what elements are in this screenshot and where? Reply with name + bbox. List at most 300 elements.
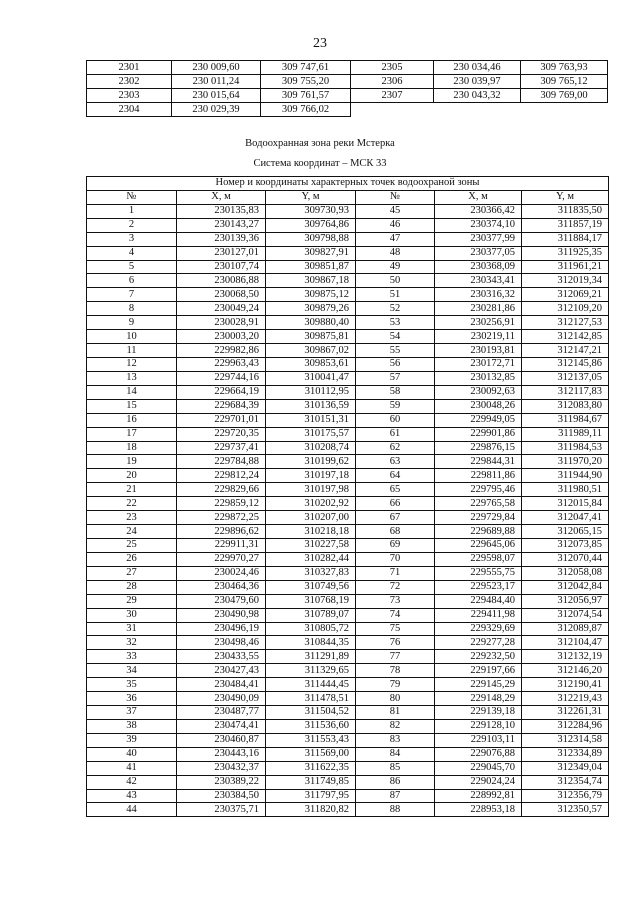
- table-cell: 43: [87, 789, 177, 803]
- table-cell: 11: [87, 344, 177, 358]
- table-cell: 45: [356, 204, 435, 218]
- table-cell: 19: [87, 455, 177, 469]
- table-cell: 311984,67: [522, 413, 609, 427]
- table-cell: 230048,26: [435, 399, 522, 413]
- table-cell: 26: [87, 552, 177, 566]
- table-cell: 58: [356, 385, 435, 399]
- table-cell: 309851,87: [266, 260, 356, 274]
- table-cell: 84: [356, 747, 435, 761]
- table-cell: 9: [87, 316, 177, 330]
- table-cell: 230 043,32: [434, 89, 521, 103]
- table-cell: 230427,43: [177, 664, 266, 678]
- table-cell: 311749,85: [266, 775, 356, 789]
- table-cell: 312058,08: [522, 566, 609, 580]
- table-cell: 229859,12: [177, 497, 266, 511]
- table-cell: 311980,51: [522, 483, 609, 497]
- table-cell: 311884,17: [522, 232, 609, 246]
- col-header-number-right: №: [356, 190, 435, 204]
- table-cell: 309853,61: [266, 357, 356, 371]
- table-row: [87, 469, 609, 483]
- table-row: [87, 789, 609, 803]
- table-cell: 312089,87: [522, 622, 609, 636]
- table-cell: 229949,05: [435, 413, 522, 427]
- table-cell: 229598,07: [435, 552, 522, 566]
- table-cell: 310041,47: [266, 371, 356, 385]
- table-row: [87, 399, 609, 413]
- table-cell: 15: [87, 399, 177, 413]
- table-row: [87, 204, 609, 218]
- table-row: [87, 330, 609, 344]
- table-cell: 230024,46: [177, 566, 266, 580]
- table-cell: 312070,44: [522, 552, 609, 566]
- table-row: [87, 413, 609, 427]
- table-cell: 311925,35: [522, 246, 609, 260]
- table-cell: 230107,74: [177, 260, 266, 274]
- table-cell: 63: [356, 455, 435, 469]
- table-cell: 29: [87, 594, 177, 608]
- table-cell: 54: [356, 330, 435, 344]
- table-cell: 312132,19: [522, 650, 609, 664]
- table-row: [87, 344, 609, 358]
- table-cell: 52: [356, 302, 435, 316]
- table-row: [87, 706, 609, 720]
- table-cell: 13: [87, 371, 177, 385]
- table-cell: 312074,54: [522, 608, 609, 622]
- table-cell: 229103,11: [435, 733, 522, 747]
- table-cell: 310218,18: [266, 525, 356, 539]
- table-cell: 78: [356, 664, 435, 678]
- table-cell: 230375,71: [177, 803, 266, 817]
- table-cell: 229737,41: [177, 441, 266, 455]
- table-cell: 312019,34: [522, 274, 609, 288]
- table-cell: 56: [356, 357, 435, 371]
- table-cell: 229329,69: [435, 622, 522, 636]
- table-cell: 229970,27: [177, 552, 266, 566]
- table-row: [87, 719, 609, 733]
- table-cell: 42: [87, 775, 177, 789]
- col-header-x-left: X, м: [177, 190, 266, 204]
- continued-coordinates-table: [86, 60, 608, 117]
- table-cell: 230092,63: [435, 385, 522, 399]
- coordinate-system-label: Система координат – МСК 33: [253, 158, 387, 169]
- table-cell: 312284,96: [522, 719, 609, 733]
- table-cell: 309 747,61: [261, 61, 351, 75]
- table-cell: 230432,37: [177, 761, 266, 775]
- col-header-x-right: X, м: [435, 190, 522, 204]
- table-cell: 86: [356, 775, 435, 789]
- table-cell: 311989,11: [522, 427, 609, 441]
- table-cell: 229128,10: [435, 719, 522, 733]
- table-cell: 312145,86: [522, 357, 609, 371]
- table-cell: 309867,18: [266, 274, 356, 288]
- table-cell: 229684,39: [177, 399, 266, 413]
- table-row: [87, 61, 608, 75]
- table-cell: 229484,40: [435, 594, 522, 608]
- table-cell: 230 039,97: [434, 75, 521, 89]
- table-cell: 310208,74: [266, 441, 356, 455]
- table-cell: 10: [87, 330, 177, 344]
- table-header-row: [87, 190, 609, 204]
- table-cell: 312042,84: [522, 580, 609, 594]
- table-cell: 18: [87, 441, 177, 455]
- table-row: [87, 594, 609, 608]
- table-cell: 229664,19: [177, 385, 266, 399]
- table-cell: 230316,32: [435, 288, 522, 302]
- table-cell: 309 766,02: [261, 103, 351, 117]
- page-number: 23: [313, 36, 327, 51]
- table-cell: 311291,89: [266, 650, 356, 664]
- table-cell: 229523,17: [435, 580, 522, 594]
- table-cell: 49: [356, 260, 435, 274]
- table-cell: 310789,07: [266, 608, 356, 622]
- water-protection-zone-table: [86, 176, 609, 817]
- table-row: [87, 664, 609, 678]
- table-cell: 69: [356, 538, 435, 552]
- table-cell: 312354,74: [522, 775, 609, 789]
- table-cell: 6: [87, 274, 177, 288]
- table-row: [87, 246, 609, 260]
- table-cell: 230 015,64: [172, 89, 261, 103]
- table-cell: 1: [87, 204, 177, 218]
- table-cell: 230374,10: [435, 218, 522, 232]
- table-cell: 230193,81: [435, 344, 522, 358]
- col-header-y-right: Y, м: [522, 190, 609, 204]
- table-cell: 230484,41: [177, 678, 266, 692]
- table-cell: 7: [87, 288, 177, 302]
- table-cell: 33: [87, 650, 177, 664]
- table-cell: 41: [87, 761, 177, 775]
- table-cell: 230127,01: [177, 246, 266, 260]
- table-cell: 30: [87, 608, 177, 622]
- table-cell: 2306: [351, 75, 434, 89]
- table-cell: 311553,43: [266, 733, 356, 747]
- table-cell: 230135,83: [177, 204, 266, 218]
- table-cell: 72: [356, 580, 435, 594]
- table-row: [87, 761, 609, 775]
- table-cell: 230219,11: [435, 330, 522, 344]
- table-cell: 309867,02: [266, 344, 356, 358]
- table-cell: 312349,04: [522, 761, 609, 775]
- table-cell: 73: [356, 594, 435, 608]
- table-row: [87, 552, 609, 566]
- table-cell: 229872,25: [177, 511, 266, 525]
- table-cell: 65: [356, 483, 435, 497]
- table-cell: 230377,99: [435, 232, 522, 246]
- table-cell: 229139,18: [435, 706, 522, 720]
- table-cell: 310749,56: [266, 580, 356, 594]
- table-cell: 312015,84: [522, 497, 609, 511]
- table-cell: 309 761,57: [261, 89, 351, 103]
- table-cell: 312190,41: [522, 678, 609, 692]
- table-cell: 229963,43: [177, 357, 266, 371]
- table-cell: 229901,86: [435, 427, 522, 441]
- table-cell: 230496,19: [177, 622, 266, 636]
- table-cell: 34: [87, 664, 177, 678]
- table-cell: 229689,88: [435, 525, 522, 539]
- table-cell: 23: [87, 511, 177, 525]
- table-cell: 70: [356, 552, 435, 566]
- table-cell: 2302: [87, 75, 172, 89]
- table-cell: 229701,01: [177, 413, 266, 427]
- table-cell: 229720,35: [177, 427, 266, 441]
- table-cell: 230343,41: [435, 274, 522, 288]
- table-cell: 229148,29: [435, 692, 522, 706]
- table-cell: 230460,87: [177, 733, 266, 747]
- table-cell: 312127,53: [522, 316, 609, 330]
- table-cell: 76: [356, 636, 435, 650]
- table-cell: 230487,77: [177, 706, 266, 720]
- table-cell: 229844,31: [435, 455, 522, 469]
- table-row: [87, 75, 608, 89]
- table-cell: 229811,86: [435, 469, 522, 483]
- table-cell: 311857,19: [522, 218, 609, 232]
- table-cell: 5: [87, 260, 177, 274]
- table-cell: 60: [356, 413, 435, 427]
- table-cell: 230003,20: [177, 330, 266, 344]
- table-cell: 309798,88: [266, 232, 356, 246]
- table-cell: 312137,05: [522, 371, 609, 385]
- table-cell: 310207,00: [266, 511, 356, 525]
- table-cell: 47: [356, 232, 435, 246]
- table-row: [87, 455, 609, 469]
- table-cell: 309764,86: [266, 218, 356, 232]
- table-cell: 2: [87, 218, 177, 232]
- table-cell: 229982,86: [177, 344, 266, 358]
- table-cell: 39: [87, 733, 177, 747]
- table-row: [87, 385, 609, 399]
- table-cell: 312069,21: [522, 288, 609, 302]
- table-cell: 309 769,00: [521, 89, 608, 103]
- table-cell: 309827,91: [266, 246, 356, 260]
- table-cell: 229876,15: [435, 441, 522, 455]
- table-cell: 230498,46: [177, 636, 266, 650]
- table-row: [87, 566, 609, 580]
- table-cell: 230068,50: [177, 288, 266, 302]
- table-cell: 79: [356, 678, 435, 692]
- table-cell: 310282,44: [266, 552, 356, 566]
- table-cell: 229555,75: [435, 566, 522, 580]
- table-cell: 311944,90: [522, 469, 609, 483]
- table-cell: 229145,29: [435, 678, 522, 692]
- table-row: [87, 803, 609, 817]
- table-cell: 229812,24: [177, 469, 266, 483]
- table-row: [87, 580, 609, 594]
- table-cell: 310202,92: [266, 497, 356, 511]
- table-cell: 229232,50: [435, 650, 522, 664]
- table-cell: 309 763,93: [521, 61, 608, 75]
- table-row: [87, 232, 609, 246]
- table-cell: 310112,95: [266, 385, 356, 399]
- table-cell: 35: [87, 678, 177, 692]
- table-cell: 38: [87, 719, 177, 733]
- table-cell: [434, 103, 521, 117]
- table-cell: 311444,45: [266, 678, 356, 692]
- table-cell: 27: [87, 566, 177, 580]
- table-cell: 14: [87, 385, 177, 399]
- table-cell: 310844,35: [266, 636, 356, 650]
- table-cell: 228953,18: [435, 803, 522, 817]
- table-cell: 311536,60: [266, 719, 356, 733]
- table-cell: 311797,95: [266, 789, 356, 803]
- table-row: [87, 747, 609, 761]
- table-cell: 16: [87, 413, 177, 427]
- table-cell: 230172,71: [435, 357, 522, 371]
- table-cell: 57: [356, 371, 435, 385]
- table-cell: 229829,66: [177, 483, 266, 497]
- table-cell: 312083,80: [522, 399, 609, 413]
- table-row: [87, 89, 608, 103]
- table-cell: 311984,53: [522, 441, 609, 455]
- table-cell: 311961,21: [522, 260, 609, 274]
- table-cell: 83: [356, 733, 435, 747]
- table-cell: 230377,05: [435, 246, 522, 260]
- table-row: [87, 497, 609, 511]
- table-cell: 230464,36: [177, 580, 266, 594]
- table-cell: 310805,72: [266, 622, 356, 636]
- table-cell: 312142,85: [522, 330, 609, 344]
- table-cell: 312219,43: [522, 692, 609, 706]
- table-cell: 4: [87, 246, 177, 260]
- table-row: [87, 775, 609, 789]
- table-cell: [351, 103, 434, 117]
- table-cell: 310151,31: [266, 413, 356, 427]
- table-cell: 68: [356, 525, 435, 539]
- table-cell: 230 009,60: [172, 61, 261, 75]
- table-cell: 12: [87, 357, 177, 371]
- table-cell: 20: [87, 469, 177, 483]
- table-cell: 2303: [87, 89, 172, 103]
- table-cell: 309875,81: [266, 330, 356, 344]
- table-cell: 88: [356, 803, 435, 817]
- table-cell: 71: [356, 566, 435, 580]
- table-cell: 311478,51: [266, 692, 356, 706]
- table-cell: 310327,83: [266, 566, 356, 580]
- table-cell: 229784,88: [177, 455, 266, 469]
- table-cell: 2307: [351, 89, 434, 103]
- table-cell: 311622,35: [266, 761, 356, 775]
- table-cell: 44: [87, 803, 177, 817]
- table-cell: 229795,46: [435, 483, 522, 497]
- table-cell: 230132,85: [435, 371, 522, 385]
- table-cell: 50: [356, 274, 435, 288]
- table-cell: 311504,52: [266, 706, 356, 720]
- table-cell: 2301: [87, 61, 172, 75]
- table-cell: 17: [87, 427, 177, 441]
- table-cell: 230366,42: [435, 204, 522, 218]
- table-cell: 312065,15: [522, 525, 609, 539]
- table-cell: 230368,09: [435, 260, 522, 274]
- table-cell: 24: [87, 525, 177, 539]
- table-row: [87, 260, 609, 274]
- table-cell: 82: [356, 719, 435, 733]
- table-cell: 310136,59: [266, 399, 356, 413]
- table-cell: 37: [87, 706, 177, 720]
- table-row: [87, 371, 609, 385]
- table-cell: 229024,24: [435, 775, 522, 789]
- table-cell: 312117,83: [522, 385, 609, 399]
- table-cell: 309730,93: [266, 204, 356, 218]
- table-cell: 229277,28: [435, 636, 522, 650]
- table-cell: 309879,26: [266, 302, 356, 316]
- table-row: [87, 692, 609, 706]
- table-cell: 22: [87, 497, 177, 511]
- table-cell: 312073,85: [522, 538, 609, 552]
- table-cell: 228992,81: [435, 789, 522, 803]
- table-row: [87, 525, 609, 539]
- table-row: [87, 357, 609, 371]
- table-row: [87, 302, 609, 316]
- table-cell: 230479,60: [177, 594, 266, 608]
- table-cell: 230028,91: [177, 316, 266, 330]
- table-row: [87, 511, 609, 525]
- table-cell: 312356,79: [522, 789, 609, 803]
- table-cell: 312104,47: [522, 636, 609, 650]
- table-cell: 8: [87, 302, 177, 316]
- table-cell: 312047,41: [522, 511, 609, 525]
- table-cell: 230 011,24: [172, 75, 261, 89]
- table-cell: 59: [356, 399, 435, 413]
- table-cell: 311970,20: [522, 455, 609, 469]
- table-cell: 40: [87, 747, 177, 761]
- table-row: [87, 218, 609, 232]
- table-cell: 230281,86: [435, 302, 522, 316]
- table-cell: 310199,62: [266, 455, 356, 469]
- table-cell: 312314,58: [522, 733, 609, 747]
- table-row: [87, 483, 609, 497]
- table-cell: 229729,84: [435, 511, 522, 525]
- table-cell: 62: [356, 441, 435, 455]
- table-cell: 31: [87, 622, 177, 636]
- table-cell: 312261,31: [522, 706, 609, 720]
- table-row: [87, 733, 609, 747]
- table-row: [87, 622, 609, 636]
- table-cell: 46: [356, 218, 435, 232]
- table-row: [87, 441, 609, 455]
- table-cell: 312334,89: [522, 747, 609, 761]
- table-cell: 311835,50: [522, 204, 609, 218]
- table-cell: 32: [87, 636, 177, 650]
- table-cell: 230143,27: [177, 218, 266, 232]
- table-cell: 230433,55: [177, 650, 266, 664]
- table-cell: 230139,36: [177, 232, 266, 246]
- table-cell: 310227,58: [266, 538, 356, 552]
- table-cell: 309 755,20: [261, 75, 351, 89]
- table-cell: 312109,20: [522, 302, 609, 316]
- table-cell: [521, 103, 608, 117]
- table-cell: 230490,98: [177, 608, 266, 622]
- table-row: [87, 288, 609, 302]
- table-cell: 229197,66: [435, 664, 522, 678]
- table-cell: 61: [356, 427, 435, 441]
- table-cell: 25: [87, 538, 177, 552]
- table-cell: 230389,22: [177, 775, 266, 789]
- table-cell: 66: [356, 497, 435, 511]
- table-cell: 230 034,46: [434, 61, 521, 75]
- table-cell: 230384,50: [177, 789, 266, 803]
- table-span-header: Номер и координаты характерных точек водоохраной зоны: [87, 177, 609, 191]
- table-cell: 53: [356, 316, 435, 330]
- table-cell: 230256,91: [435, 316, 522, 330]
- col-header-y-left: Y, м: [266, 190, 356, 204]
- table-cell: 230474,41: [177, 719, 266, 733]
- table-cell: 230 029,39: [172, 103, 261, 117]
- table-cell: 87: [356, 789, 435, 803]
- table-cell: 67: [356, 511, 435, 525]
- table-cell: 229411,98: [435, 608, 522, 622]
- table-row: [87, 274, 609, 288]
- table-cell: 28: [87, 580, 177, 594]
- table-cell: 312350,57: [522, 803, 609, 817]
